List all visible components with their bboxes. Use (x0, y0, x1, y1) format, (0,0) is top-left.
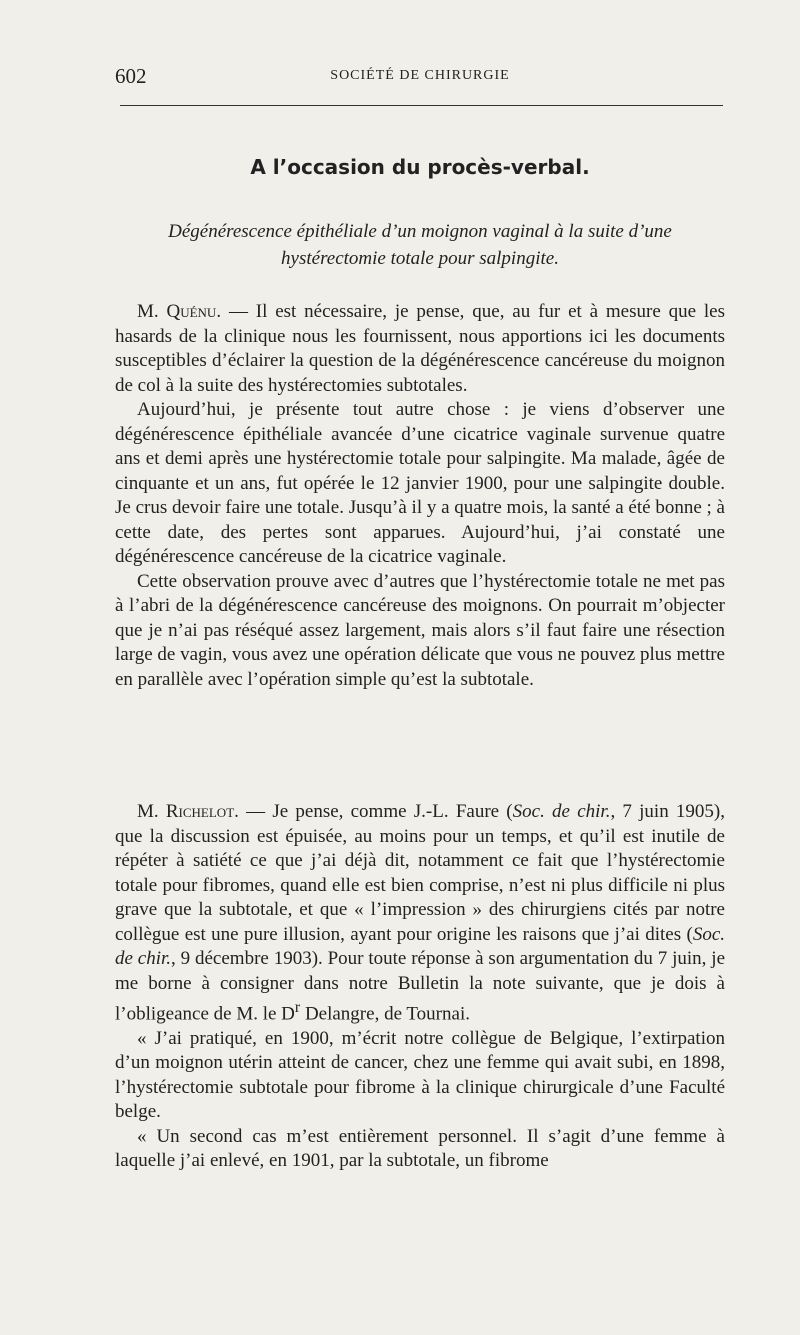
paragraph: M. Richelot. — Je pense, comme J.-L. Faure (Soc. de chir., 7 juin 1905), que la discussion est épuisée, au moins pour un temps, et qu’il est inutile de répéter à satiété ce que j’ai déjà dit, notamment ce fait que l’hystérectomie totale pour fibromes, quand elle est bien comprise, n’est ni plus difficile ni plus grave que la subtotale, et que « l’impression » des chirurgiens cités par notre collègue est une pure illusion, ayant pour origine les raisons que j’ai dites (Soc. de chir., 9 décembre 1903). Pour toute réponse à son argumentation du 7 juin, je me borne à consigner dans notre Bulletin la note suivante, que je dois à l’obligeance de M. le $D^r$ Delangre, de Tournai. (115, 801, 726, 1025)
citation: Soc. de chir. (115, 923, 725, 969)
page-header (115, 64, 725, 92)
paragraph: Cette observation prouve avec d’autres que l’hystérectomie totale ne met pas à l’abri de la dégénérescence cancéreuse des moignons. On pourrait m’objecter que je n’ai pas réséqué assez largement, mais alors s’il faut faire une résection large de vagin, vous avez une opération délicate que vous ne pouvez plus mettre en parallèle avec l’opération simple qu’est la subtotale. (115, 570, 725, 690)
section-subtitle: Dégénérescence épithéliale d’un moignon vaginal à la suite d’une hystérectomie totale pour salpingite. (168, 221, 672, 269)
header-rule (120, 105, 723, 106)
quenu-intervention (115, 300, 725, 692)
paragraph: Aujourd’hui, je présente tout autre chose : je viens d’observer une dégénérescence épithéliale avancée d’une cicatrice vaginale survenue quatre ans et demi après une hystérectomie totale pour salpingite. Ma malade, âgée de cinquante et un ans, fut opérée le 12 janvier 1900, pour une salpingite double. Je crus devoir faire une totale. Jusqu’à il y a quatre mois, la santé a été bonne ; à cette date, des pertes sont apparues. Aujourd’hui, j’ai constaté une dégénérescence cancéreuse de la cicatrice vaginale. (115, 399, 725, 567)
section-title: A l’occasion du procès-verbal. (250, 155, 590, 179)
paragraph: « Un second cas m’est entièrement personnel. Il s’agit d’une femme à laquelle j’ai enlevé, en 1901, par la subtotale, un fibrome (115, 1125, 725, 1172)
running-title: SOCIÉTÉ DE CHIRURGIE (330, 68, 510, 83)
paragraph: « J’ai pratiqué, en 1900, m’écrit notre collègue de Belgique, l’extirpation d’un moignon utérin atteint de cancer, chez une femme qui avait subi, en 1898, l’hystérectomie subtotale pour fibrome à la clinique chirurgicale d’une Faculté belge. (115, 1027, 725, 1123)
paragraph: M. Quénu. — Il est nécessaire, je pense, que, au fur et à mesure que les hasards de la clinique nous les fournissent, nous apportions ici les documents susceptibles d’éclairer la question de la dégénérescence cancéreuse du moignon de col à la suite des hystérectomies subtotales. (115, 301, 725, 396)
speaker-name: M. Quénu. (137, 301, 222, 322)
richelot-intervention (115, 800, 725, 1174)
citation: Soc. de chir. (512, 801, 611, 822)
page-number: 602 (115, 64, 147, 88)
speaker-name: M. Richelot. (137, 801, 239, 822)
